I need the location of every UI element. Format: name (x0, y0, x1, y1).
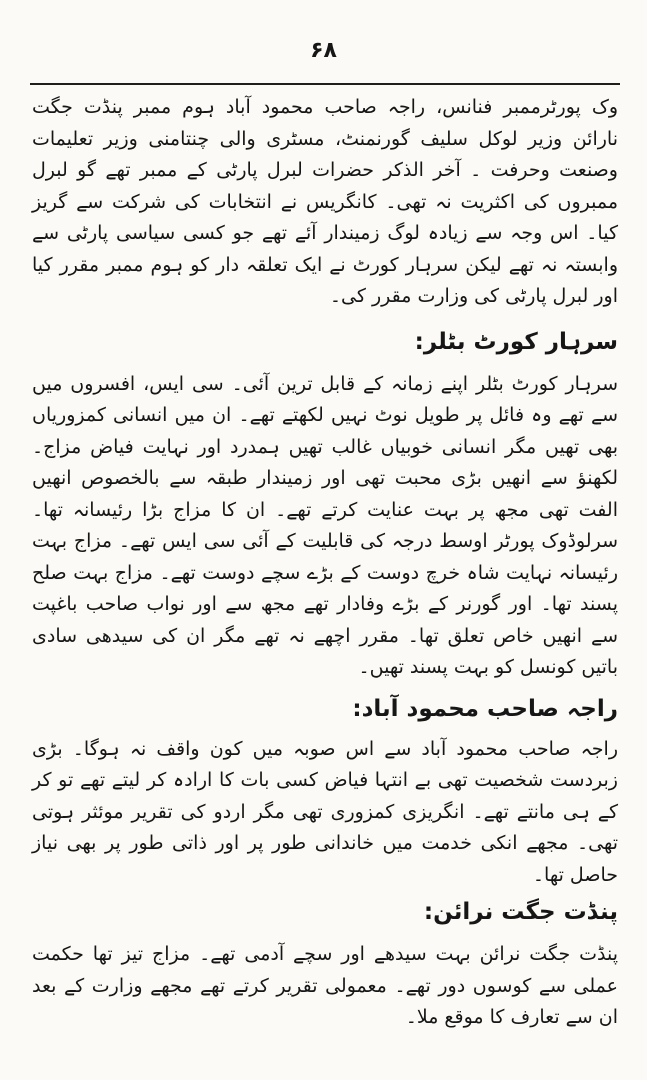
section-heading-mahmudabad: راجہ صاحب محمود آباد: (352, 695, 618, 722)
paragraph-mahmudabad: راجہ صاحب محمود آباد سے اس صوبہ میں کون واقف نہ ہوگا۔ بڑی زبردست شخصیت تھی بے انتہا فیاض کسی بات کا ارادہ کر لیتے تھے تو کر کے ہی مانتے تھے۔ انگریزی کمزوری تھی مگر اردو کی تقریر موئثر ہوتی تھی۔ مجھے انکی خدمت میں خاندانی طور پر اور ذاتی طور پر بھی نیاز حاصل تھا۔ (32, 737, 618, 886)
paragraph-intro: وک پورٹرممبر فنانس، راجہ صاحب محمود آباد ہوم ممبر پنڈت جگت نارائن وزیر لوکل سلیف گورنمنٹ، مسٹری والی چنتامنی وزیر تعلیمات وصنعت وحرفت ۔ آخر الذکر حضرات لبرل پارٹی کے ممبر تھے گو لبرل ممبروں کی اکثریت نہ تھی۔ کانگریس نے انتخابات کی شرکت سے گریز کیا۔ اس وجہ سے زیادہ لوگ زمیندار آئے تھے جو کسی سیاسی پارٹی سے وابستہ نہ تھے لیکن سرہار کورٹ نے ایک تعلقہ دار کو ہوم ممبر مقرر کیا اور لبرل پارٹی کی وزارت مقرر کی۔ (32, 96, 618, 307)
paragraph-butler: سرہار کورٹ بٹلر اپنے زمانہ کے قابل ترین آئی۔ سی ایس، افسروں میں سے تھے وہ فائل پر طویل نوٹ نہیں لکھتے تھے۔ ان میں انسانی کمزوریاں بھی تھیں مگر انسانی خوبیاں غالب تھیں ہمدرد اور نہایت فیاض مزاج۔ لکھنؤ سے انھیں بڑی محبت تھی اور زمیندار طبقہ سے بالخصوص انھیں الفت تھی مجھ پر بہت عنایت کرتے تھے۔ ان کا مزاج بڑا رئیسانہ تھا۔ سرلوڈوک پورٹر اوسط درجہ کی قابلیت کے آئی سی ایس تھے۔ مزاج بہت رئیسانہ نہایت شاہ خرچ دوست کے بڑے سچے دوست تھے۔ مزاج بہت صلح پسند تھا۔ اور گورنر کے بڑے وفادار تھے مجھ سے اور نواب صاحب باغپت سے انھیں خاص تعلق تھا۔ مقرر اچھے نہ تھے مگر ان کی سیدھی سادی باتیں کونسل کو بہت پسند تھیں۔ (32, 372, 618, 678)
section-heading-jagat-narain: پنڈت جگت نرائن: (423, 899, 618, 925)
paragraph-jagat-narain: پنڈت جگت نرائن بہت سیدھے اور سچے آدمی تھے۔ مزاج تیز تھا حکمت عملی سے کوسوں دور تھے۔ معمولی تقریر کرتے تھے مجھے وزارت کے بعد ان سے تعارف کا موقع ملا۔ (32, 943, 618, 1028)
page-body (32, 92, 618, 1034)
page-number: ۶۸ (310, 38, 337, 63)
section-heading-butler: سرہار کورٹ بٹلر: (414, 328, 618, 355)
header-rule (30, 83, 620, 85)
